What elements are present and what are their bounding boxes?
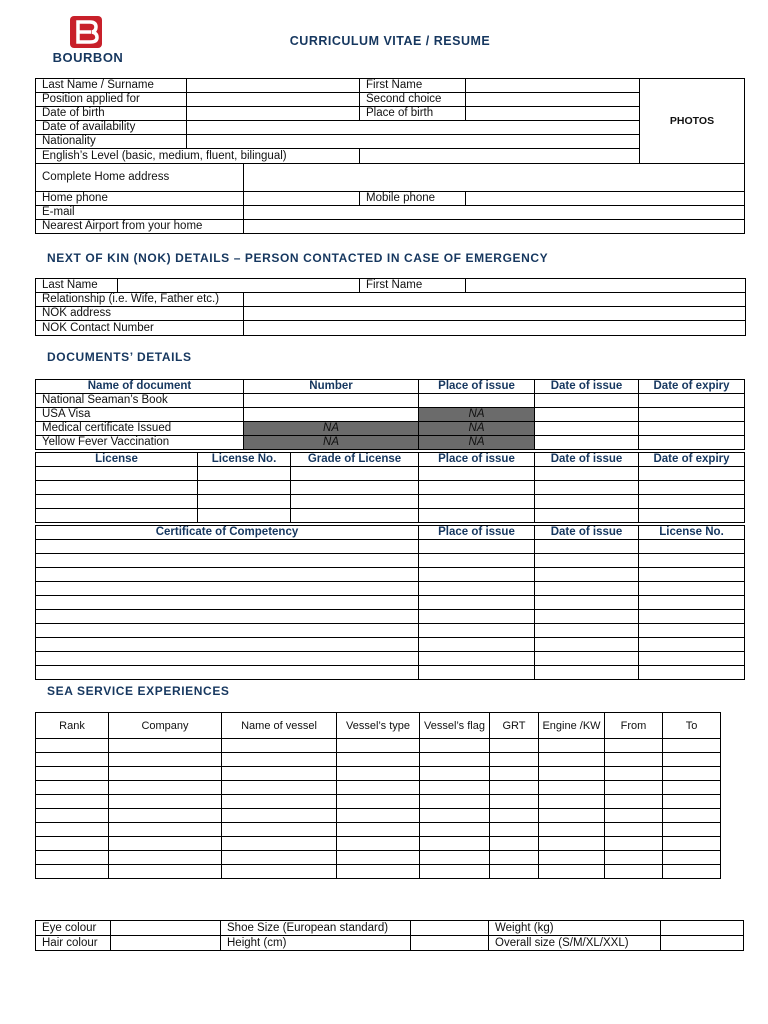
sea-header-company: Company [109, 713, 222, 739]
doc-number-field[interactable] [244, 408, 419, 422]
sea-cell[interactable] [109, 837, 222, 851]
sea-cell[interactable] [539, 767, 605, 781]
label-nok-contact: NOK Contact Number [36, 321, 244, 336]
license-no-header: License No. [198, 453, 291, 467]
relationship-field[interactable] [244, 293, 746, 307]
sea-cell[interactable] [420, 781, 490, 795]
email-field[interactable] [244, 206, 745, 220]
sea-cell[interactable] [605, 823, 663, 837]
logo-text: BOURBON [52, 50, 124, 65]
sea-cell[interactable] [222, 795, 337, 809]
sea-header-to: To [663, 713, 721, 739]
sea-cell[interactable] [605, 809, 663, 823]
coc-cell[interactable] [535, 554, 639, 568]
coc-cell[interactable] [535, 624, 639, 638]
sea-cell[interactable] [337, 865, 420, 879]
sea-cell[interactable] [36, 781, 109, 795]
na-cell: NA [419, 422, 535, 436]
sea-section-title: SEA SERVICE EXPERIENCES [47, 684, 230, 698]
pob-field[interactable] [466, 107, 640, 121]
second-choice-field[interactable] [466, 93, 640, 107]
airport-field[interactable] [244, 220, 745, 234]
label-overall-size: Overall size (S/M/XL/XXL) [489, 936, 661, 951]
sea-cell[interactable] [109, 795, 222, 809]
coc-cell[interactable] [535, 652, 639, 666]
sea-cell[interactable] [109, 739, 222, 753]
sea-cell[interactable] [663, 781, 721, 795]
documents-table [35, 379, 745, 450]
logo-mark-icon [70, 16, 102, 48]
doc-header-date-expiry: Date of expiry [639, 380, 745, 394]
sea-cell[interactable] [222, 865, 337, 879]
sea-header-vessel-flag: Vessel’s flag [420, 713, 490, 739]
sea-cell[interactable] [109, 865, 222, 879]
label-hair-colour: Hair colour [36, 936, 111, 951]
sea-cell[interactable] [490, 837, 539, 851]
label-first-name: First Name [360, 79, 466, 93]
sea-cell[interactable] [420, 795, 490, 809]
sea-cell[interactable] [36, 739, 109, 753]
sea-header-rank: Rank [36, 713, 109, 739]
license-cell[interactable] [419, 509, 535, 523]
doc-date-issue-field[interactable] [535, 436, 639, 450]
sea-cell[interactable] [490, 851, 539, 865]
sea-header-from: From [605, 713, 663, 739]
coc-cell[interactable] [419, 568, 535, 582]
sea-cell[interactable] [337, 837, 420, 851]
sea-cell[interactable] [605, 795, 663, 809]
sea-cell[interactable] [337, 795, 420, 809]
sea-cell[interactable] [539, 809, 605, 823]
label-nationality: Nationality [36, 135, 187, 149]
height-field[interactable] [411, 936, 489, 951]
sea-cell[interactable] [109, 851, 222, 865]
sea-cell[interactable] [663, 809, 721, 823]
sea-cell[interactable] [420, 865, 490, 879]
nok-contact-field[interactable] [244, 321, 746, 336]
sea-header-grt: GRT [490, 713, 539, 739]
label-nok-address: NOK address [36, 307, 244, 321]
sea-cell[interactable] [490, 781, 539, 795]
label-mobile-phone: Mobile phone [360, 192, 466, 206]
label-home-phone: Home phone [36, 192, 244, 206]
coc-cell[interactable] [535, 610, 639, 624]
sea-cell[interactable] [36, 753, 109, 767]
nok-last-name-field[interactable] [118, 279, 360, 293]
label-nok-first-name: First Name [360, 279, 466, 293]
sea-cell[interactable] [539, 837, 605, 851]
sea-cell[interactable] [337, 739, 420, 753]
last-name-field[interactable] [187, 79, 360, 93]
sea-cell[interactable] [490, 739, 539, 753]
coc-cell[interactable] [639, 624, 745, 638]
sea-header-vessel-type: Vessel’s type [337, 713, 420, 739]
coc-cell[interactable] [419, 666, 535, 680]
sea-header-vessel-name: Name of vessel [222, 713, 337, 739]
sea-cell[interactable] [36, 865, 109, 879]
coc-cell[interactable] [535, 582, 639, 596]
coc-cell[interactable] [419, 582, 535, 596]
coc-cell[interactable] [36, 652, 419, 666]
dob-field[interactable] [187, 107, 360, 121]
sea-cell[interactable] [539, 739, 605, 753]
nationality-field[interactable] [187, 135, 640, 149]
coc-cell[interactable] [36, 568, 419, 582]
sea-cell[interactable] [663, 837, 721, 851]
sea-cell[interactable] [222, 767, 337, 781]
na-cell: NA [244, 436, 419, 450]
address-field[interactable] [244, 164, 745, 192]
documents-section-title: DOCUMENTS’ DETAILS [47, 350, 192, 364]
coc-cell[interactable] [419, 540, 535, 554]
coc-cell[interactable] [36, 638, 419, 652]
doc-header-place: Place of issue [419, 380, 535, 394]
sea-cell[interactable] [605, 753, 663, 767]
sea-cell[interactable] [490, 865, 539, 879]
license-grade-header: Grade of License [291, 453, 419, 467]
hair-colour-field[interactable] [111, 936, 221, 951]
label-height: Height (cm) [221, 936, 411, 951]
doc-date-issue-field[interactable] [535, 394, 639, 408]
sea-cell[interactable] [420, 753, 490, 767]
license-cell[interactable] [198, 495, 291, 509]
license-cell[interactable] [419, 495, 535, 509]
coc-cell[interactable] [639, 554, 745, 568]
nok-first-name-field[interactable] [466, 279, 746, 293]
overall-size-field[interactable] [661, 936, 744, 951]
sea-cell[interactable] [337, 753, 420, 767]
license-cell[interactable] [639, 495, 745, 509]
sea-cell[interactable] [420, 851, 490, 865]
coc-table [35, 525, 745, 680]
sea-cell[interactable] [605, 851, 663, 865]
doc-date-expiry-field[interactable] [639, 422, 745, 436]
license-cell[interactable] [198, 467, 291, 481]
nok-section-title: NEXT OF KIN (NOK) DETAILS – PERSON CONTACTED IN CASE OF EMERGENCY [47, 251, 549, 265]
coc-cell[interactable] [419, 596, 535, 610]
doc-date-issue-field[interactable] [535, 422, 639, 436]
sea-header-engine: Engine /KW [539, 713, 605, 739]
sea-cell[interactable] [605, 837, 663, 851]
sea-cell[interactable] [36, 851, 109, 865]
doc-header-number: Number [244, 380, 419, 394]
coc-cell[interactable] [419, 554, 535, 568]
sea-cell[interactable] [605, 767, 663, 781]
coc-header: Certificate of Competency [36, 526, 419, 540]
sea-cell[interactable] [605, 865, 663, 879]
coc-date-issue-header: Date of issue [535, 526, 639, 540]
sea-service-table [35, 712, 721, 879]
sea-cell[interactable] [337, 809, 420, 823]
license-cell[interactable] [535, 467, 639, 481]
sea-cell[interactable] [222, 781, 337, 795]
license-date-issue-header: Date of issue [535, 453, 639, 467]
sea-cell[interactable] [109, 781, 222, 795]
coc-cell[interactable] [535, 596, 639, 610]
first-name-field[interactable] [466, 79, 640, 93]
coc-cell[interactable] [419, 638, 535, 652]
license-cell[interactable] [36, 509, 198, 523]
sea-cell[interactable] [663, 823, 721, 837]
license-cell[interactable] [419, 481, 535, 495]
sea-cell[interactable] [539, 851, 605, 865]
sea-cell[interactable] [420, 837, 490, 851]
license-cell[interactable] [535, 495, 639, 509]
label-second-choice: Second choice [360, 93, 466, 107]
doc-date-expiry-field[interactable] [639, 408, 745, 422]
sea-cell[interactable] [420, 767, 490, 781]
label-position: Position applied for [36, 93, 187, 107]
sea-cell[interactable] [490, 795, 539, 809]
sea-cell[interactable] [420, 823, 490, 837]
license-cell[interactable] [535, 481, 639, 495]
license-date-expiry-header: Date of expiry [639, 453, 745, 467]
coc-cell[interactable] [36, 610, 419, 624]
doc-header-name: Name of document [36, 380, 244, 394]
coc-cell[interactable] [639, 540, 745, 554]
sea-cell[interactable] [337, 781, 420, 795]
sea-cell[interactable] [36, 795, 109, 809]
coc-place-header: Place of issue [419, 526, 535, 540]
license-place-header: Place of issue [419, 453, 535, 467]
label-last-name: Last Name / Surname [36, 79, 187, 93]
label-email: E-mail [36, 206, 244, 220]
physical-details-table [35, 920, 744, 951]
coc-cell[interactable] [36, 582, 419, 596]
coc-cell[interactable] [535, 540, 639, 554]
license-cell[interactable] [639, 481, 745, 495]
doc-row-label: USA Visa [36, 408, 244, 422]
label-pob: Place of birth [360, 107, 466, 121]
nok-address-field[interactable] [244, 307, 746, 321]
label-weight: Weight (kg) [489, 921, 661, 936]
sea-cell[interactable] [663, 865, 721, 879]
personal-details-table [35, 78, 745, 234]
doc-place-field[interactable] [419, 394, 535, 408]
sea-cell[interactable] [420, 739, 490, 753]
doc-date-expiry-field[interactable] [639, 394, 745, 408]
position-field[interactable] [187, 93, 360, 107]
sea-cell[interactable] [337, 823, 420, 837]
label-relationship: Relationship (i.e. Wife, Father etc.) [36, 293, 244, 307]
sea-cell[interactable] [222, 753, 337, 767]
doc-date-issue-field[interactable] [535, 408, 639, 422]
coc-cell[interactable] [36, 554, 419, 568]
license-cell[interactable] [535, 509, 639, 523]
license-header: License [36, 453, 198, 467]
license-cell[interactable] [291, 509, 419, 523]
coc-cell[interactable] [639, 596, 745, 610]
shoe-size-field[interactable] [411, 921, 489, 936]
sea-cell[interactable] [109, 823, 222, 837]
coc-cell[interactable] [36, 540, 419, 554]
na-cell: NA [244, 422, 419, 436]
sea-cell[interactable] [109, 753, 222, 767]
eye-colour-field[interactable] [111, 921, 221, 936]
sea-cell[interactable] [490, 823, 539, 837]
doc-number-field[interactable] [244, 394, 419, 408]
availability-field[interactable] [187, 121, 640, 135]
coc-cell[interactable] [535, 568, 639, 582]
photos-box[interactable]: PHOTOS [640, 79, 745, 164]
sea-cell[interactable] [539, 781, 605, 795]
license-cell[interactable] [36, 467, 198, 481]
coc-cell[interactable] [36, 596, 419, 610]
doc-row-label: Yellow Fever Vaccination [36, 436, 244, 450]
coc-cell[interactable] [419, 610, 535, 624]
doc-header-date-issue: Date of issue [535, 380, 639, 394]
license-cell[interactable] [198, 481, 291, 495]
label-address: Complete Home address [36, 164, 244, 192]
license-cell[interactable] [419, 467, 535, 481]
sea-cell[interactable] [663, 753, 721, 767]
label-english-level: English’s Level (basic, medium, fluent, bilingual) [36, 149, 360, 164]
label-airport: Nearest Airport from your home [36, 220, 244, 234]
coc-cell[interactable] [36, 666, 419, 680]
sea-cell[interactable] [109, 809, 222, 823]
sea-cell[interactable] [663, 851, 721, 865]
coc-cell[interactable] [639, 568, 745, 582]
label-shoe-size: Shoe Size (European standard) [221, 921, 411, 936]
home-phone-field[interactable] [244, 192, 360, 206]
sea-cell[interactable] [36, 809, 109, 823]
coc-cell[interactable] [639, 652, 745, 666]
coc-cell[interactable] [535, 638, 639, 652]
license-cell[interactable] [291, 467, 419, 481]
sea-cell[interactable] [337, 767, 420, 781]
coc-cell[interactable] [36, 624, 419, 638]
doc-row-label: Medical certificate Issued [36, 422, 244, 436]
na-cell: NA [419, 408, 535, 422]
coc-cell[interactable] [639, 610, 745, 624]
sea-cell[interactable] [36, 823, 109, 837]
nok-table [35, 278, 746, 336]
sea-cell[interactable] [539, 865, 605, 879]
license-cell[interactable] [291, 481, 419, 495]
sea-cell[interactable] [539, 753, 605, 767]
sea-cell[interactable] [663, 767, 721, 781]
sea-cell[interactable] [490, 753, 539, 767]
sea-cell[interactable] [222, 851, 337, 865]
coc-cell[interactable] [639, 638, 745, 652]
license-cell[interactable] [639, 467, 745, 481]
sea-cell[interactable] [663, 739, 721, 753]
sea-cell[interactable] [420, 809, 490, 823]
weight-field[interactable] [661, 921, 744, 936]
coc-cell[interactable] [639, 582, 745, 596]
sea-cell[interactable] [539, 823, 605, 837]
sea-cell[interactable] [222, 823, 337, 837]
coc-cell[interactable] [535, 666, 639, 680]
sea-cell[interactable] [222, 809, 337, 823]
license-table [35, 452, 745, 523]
doc-date-expiry-field[interactable] [639, 436, 745, 450]
license-cell[interactable] [291, 495, 419, 509]
label-nok-last-name: Last Name [36, 279, 118, 293]
label-availability: Date of availability [36, 121, 187, 135]
na-cell: NA [419, 436, 535, 450]
sea-cell[interactable] [663, 795, 721, 809]
sea-cell[interactable] [36, 767, 109, 781]
sea-cell[interactable] [490, 809, 539, 823]
license-cell[interactable] [36, 481, 198, 495]
sea-cell[interactable] [109, 767, 222, 781]
license-cell[interactable] [36, 495, 198, 509]
sea-cell[interactable] [36, 837, 109, 851]
license-cell[interactable] [639, 509, 745, 523]
coc-cell[interactable] [639, 666, 745, 680]
mobile-phone-field[interactable] [466, 192, 745, 206]
license-cell[interactable] [198, 509, 291, 523]
label-dob: Date of birth [36, 107, 187, 121]
bourbon-logo [40, 14, 136, 66]
label-eye-colour: Eye colour [36, 921, 111, 936]
sea-cell[interactable] [605, 739, 663, 753]
coc-cell[interactable] [419, 652, 535, 666]
page-title: CURRICULUM VITAE / RESUME [289, 34, 491, 48]
sea-cell[interactable] [605, 781, 663, 795]
coc-cell[interactable] [419, 624, 535, 638]
doc-row-label: National Seaman’s Book [36, 394, 244, 408]
english-level-field[interactable] [360, 149, 640, 164]
sea-cell[interactable] [539, 795, 605, 809]
sea-cell[interactable] [222, 837, 337, 851]
coc-license-no-header: License No. [639, 526, 745, 540]
sea-cell[interactable] [337, 851, 420, 865]
sea-cell[interactable] [222, 739, 337, 753]
sea-cell[interactable] [490, 767, 539, 781]
